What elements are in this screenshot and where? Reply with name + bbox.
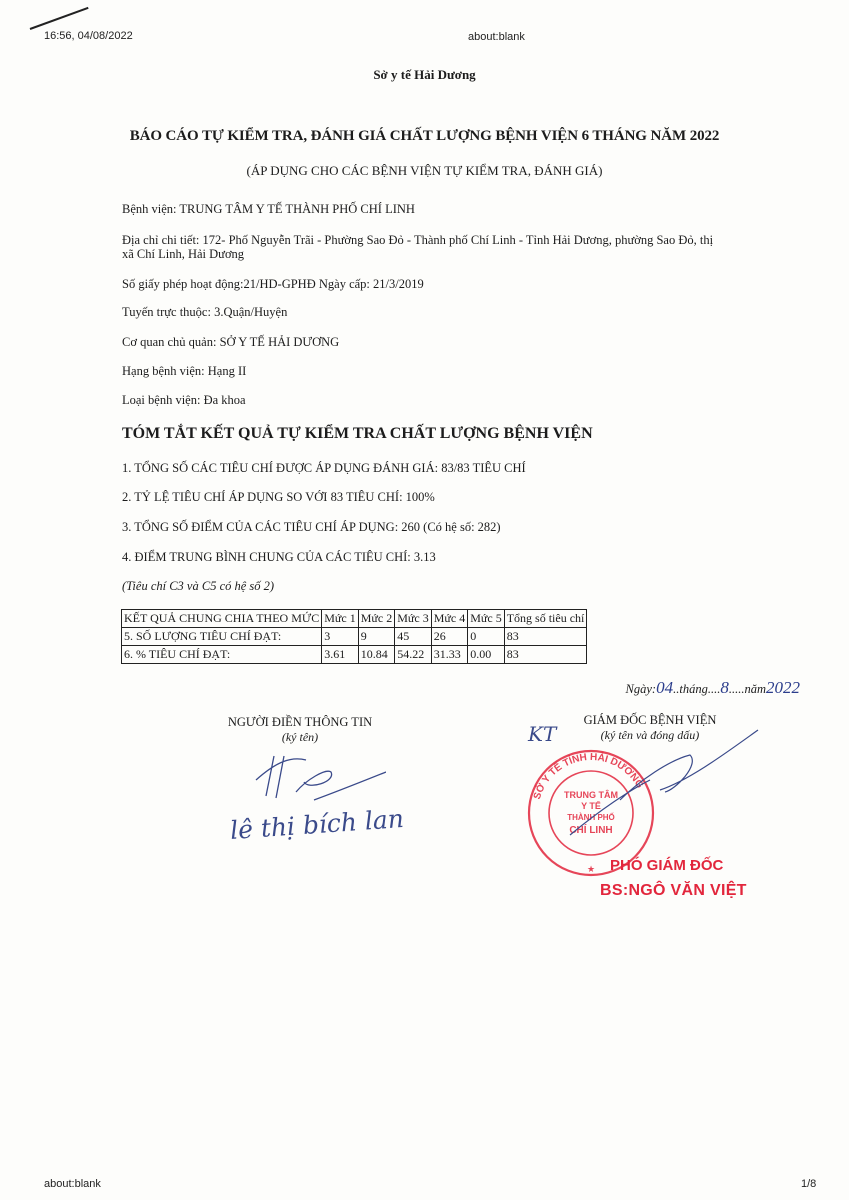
reporter-sign-block <box>200 715 400 745</box>
date-year: 2022 <box>766 678 800 697</box>
stamp-line-2: Y TẾ <box>581 801 601 811</box>
table-cell: 54.22 <box>395 646 432 664</box>
address-line-2: xã Chí Linh, Hải Dương <box>122 247 245 261</box>
date-day: 04 <box>656 678 674 697</box>
stamp-line-3: THÀNH PHỐ <box>567 813 615 822</box>
table-cell: 0.00 <box>468 646 505 664</box>
director-initials: KT <box>528 722 557 746</box>
table-cell: 31.33 <box>431 646 468 664</box>
table-cell: 0 <box>468 628 505 646</box>
date-month: 8 <box>720 678 729 697</box>
summary-item-4: 4. ĐIỂM TRUNG BÌNH CHUNG CỦA CÁC TIÊU CHÍ: 3.13 <box>122 550 436 564</box>
table-header: Mức 2 <box>358 610 395 628</box>
footer-page-number: 1/8 <box>801 1178 817 1190</box>
table-cell: 3 <box>322 628 359 646</box>
footer-url: about:blank <box>44 1178 101 1190</box>
svg-text:★: ★ <box>586 864 596 874</box>
stamp-line-4: CHÍ LINH <box>569 825 613 836</box>
table-header: Tổng số tiêu chí <box>504 610 587 628</box>
table-header-row <box>122 610 587 628</box>
deputy-director-name: BS:NGÔ VĂN VIỆT <box>600 882 747 899</box>
stamp-outer-text: SỞ Y TẾ TỈNH HẢI DƯƠNG <box>531 751 646 801</box>
reporter-sub: (ký tên) <box>281 730 319 744</box>
table-cell: 6. % TIÊU CHÍ ĐẠT: <box>122 646 322 664</box>
date-sep: ..tháng.... <box>673 682 721 696</box>
governing-agency: Cơ quan chủ quản: SỞ Y TẾ HẢI DƯƠNG <box>122 335 340 349</box>
table-header: KẾT QUẢ CHUNG CHIA THEO MỨC <box>122 610 322 628</box>
summary-item-3: 3. TỔNG SỐ ĐIỂM CỦA CÁC TIÊU CHÍ ÁP DỤNG: 260 (Có hệ số: 282) <box>122 520 501 534</box>
print-datetime: 16:56, 04/08/2022 <box>44 30 133 42</box>
print-url: about:blank <box>468 31 525 43</box>
table-cell: 9 <box>358 628 395 646</box>
results-table <box>121 609 587 664</box>
report-title: BÁO CÁO TỰ KIỂM TRA, ĐÁNH GIÁ CHẤT LƯỢNG BỆNH VIỆN 6 THÁNG NĂM 2022 <box>129 128 720 144</box>
report-subtitle: (ÁP DỤNG CHO CÁC BỆNH VIỆN TỰ KIỂM TRA, ĐÁNH GIÁ) <box>246 163 603 178</box>
table-cell: 3.61 <box>322 646 359 664</box>
level: Tuyến trực thuộc: 3.Quận/Huyện <box>122 305 288 319</box>
table-cell: 10.84 <box>358 646 395 664</box>
director-title: GIÁM ĐỐC BỆNH VIỆN <box>583 713 717 727</box>
table-cell: 83 <box>504 628 587 646</box>
hospital-name: Bệnh viện: TRUNG TÂM Y TẾ THÀNH PHỐ CHÍ LINH <box>122 202 415 216</box>
date-sep-2: .....năm <box>728 682 766 696</box>
director-signature <box>560 720 760 840</box>
reporter-title: NGƯỜI ĐIỀN THÔNG TIN <box>227 715 373 729</box>
department: Sở y tế Hải Dương <box>373 67 476 82</box>
date-prefix: Ngày: <box>625 682 657 696</box>
table-header: Mức 5 <box>468 610 505 628</box>
deputy-director-role: PHÓ GIÁM ĐỐC <box>610 857 724 874</box>
table-header: Mức 4 <box>431 610 468 628</box>
table-row <box>122 628 587 646</box>
reporter-handwritten-name: lê thị bích lan <box>229 803 405 846</box>
date-line <box>626 678 800 698</box>
table-header: Mức 1 <box>322 610 359 628</box>
hospital-type: Loại bệnh viện: Đa khoa <box>122 393 246 407</box>
scan-mark <box>30 7 89 30</box>
stamp-line-1: TRUNG TÂM <box>564 790 618 800</box>
table-cell: 5. SỐ LƯỢNG TIÊU CHÍ ĐẠT: <box>122 628 322 646</box>
table-cell: 83 <box>504 646 587 664</box>
summary-item-2: 2. TỶ LỆ TIÊU CHÍ ÁP DỤNG SO VỚI 83 TIÊU CHÍ: 100% <box>122 490 435 504</box>
address-line-1: Địa chỉ chi tiết: 172- Phố Nguyễn Trãi - Phường Sao Đỏ - Thành phố Chí Linh - Tỉnh Hải Dương, phường Sao Đỏ, thị <box>122 233 714 247</box>
coefficient-note: (Tiêu chí C3 và C5 có hệ số 2) <box>122 579 275 593</box>
hospital-rank: Hạng bệnh viện: Hạng II <box>122 364 247 378</box>
summary-item-1: 1. TỔNG SỐ CÁC TIÊU CHÍ ĐƯỢC ÁP DỤNG ĐÁNH GIÁ: 83/83 TIÊU CHÍ <box>122 461 526 475</box>
license: Số giấy phép hoạt động:21/HD-GPHĐ Ngày cấp: 21/3/2019 <box>122 277 424 291</box>
table-cell: 26 <box>431 628 468 646</box>
table-header: Mức 3 <box>395 610 432 628</box>
summary-heading: TÓM TẮT KẾT QUẢ TỰ KIỂM TRA CHẤT LƯỢNG BỆNH VIỆN <box>122 425 593 442</box>
table-cell: 45 <box>395 628 432 646</box>
table-row <box>122 646 587 664</box>
director-sub: (ký tên và đóng dấu) <box>600 728 700 742</box>
